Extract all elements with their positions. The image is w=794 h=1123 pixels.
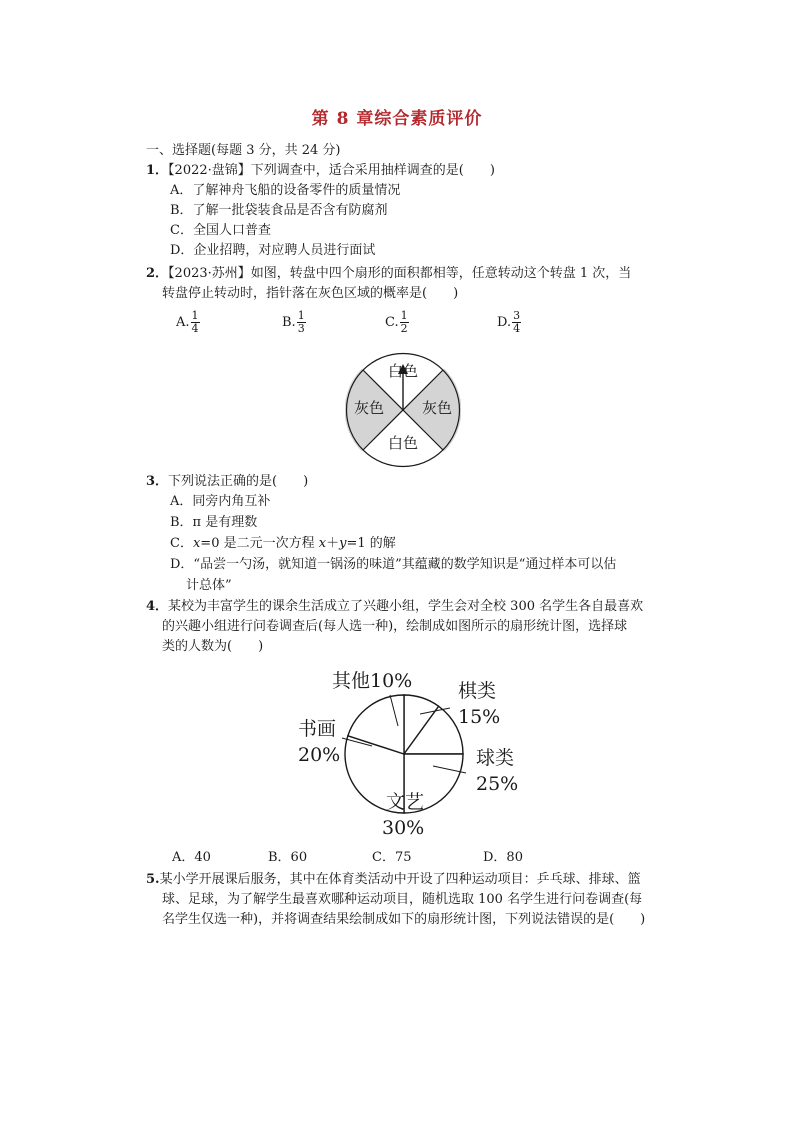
question-number: 1． bbox=[146, 163, 169, 178]
q3-option-a: A．同旁内角互补 bbox=[170, 494, 271, 509]
plus-sign: ＋ bbox=[326, 536, 340, 551]
q4-option-a: A．40 bbox=[172, 850, 211, 865]
pie-label-chess-pct: 15% bbox=[458, 706, 501, 728]
question-number: 3． bbox=[146, 474, 169, 489]
question-3 bbox=[146, 472, 308, 491]
fraction bbox=[191, 310, 200, 335]
question-stem-cont: 名学生仅选一种)，并将调查结果绘制成如下的扇形统计图，下列说法错误的是( ) bbox=[162, 912, 646, 927]
pie-label-calligraphy-pct: 20% bbox=[298, 744, 341, 766]
option-text: =1 的解 bbox=[346, 536, 396, 551]
q2-option-c bbox=[385, 310, 409, 335]
q3-option-c bbox=[170, 534, 396, 553]
option-label: B. bbox=[282, 315, 296, 330]
pie-label-art-pct: 30% bbox=[382, 817, 425, 839]
pie-label-ball-pct: 25% bbox=[476, 773, 519, 795]
question-stem: 【2022·盘锦】下列调查中，适合采用抽样调查的是( ) bbox=[168, 163, 495, 178]
q1-option-c: C．全国人口普查 bbox=[170, 223, 271, 238]
question-stem: 下列说法正确的是( ) bbox=[168, 474, 309, 489]
denominator: 4 bbox=[513, 322, 521, 335]
question-stem: 某校为丰富学生的课余生活成立了兴趣小组，学生会对全校 300 名学生各自最喜欢 bbox=[168, 599, 644, 614]
variable-x: x bbox=[318, 536, 327, 551]
option-label: D. bbox=[497, 315, 512, 330]
question-1 bbox=[146, 161, 495, 180]
q1-option-a: A．了解神舟飞船的设备零件的质量情况 bbox=[170, 183, 401, 198]
pie-chart bbox=[290, 660, 540, 845]
page-title: 第 8 章综合素质评价 bbox=[311, 109, 483, 129]
fraction bbox=[400, 310, 409, 335]
q4-option-b: B．60 bbox=[268, 850, 308, 865]
pie-label-art: 文艺 bbox=[386, 791, 425, 813]
numerator: 3 bbox=[513, 309, 521, 322]
spinner-figure bbox=[345, 352, 461, 468]
q2-option-b bbox=[282, 310, 306, 335]
section-heading: 一、选择题(每题 3 分，共 24 分) bbox=[146, 143, 341, 158]
question-stem-cont: 转盘停止转动时，指针落在灰色区域的概率是( ) bbox=[162, 286, 459, 301]
option-label: C． bbox=[170, 536, 193, 551]
variable-x: x bbox=[192, 536, 201, 551]
q2-option-d bbox=[497, 310, 521, 335]
variable-y: y bbox=[339, 536, 347, 551]
spinner-label-bottom: 白色 bbox=[387, 434, 419, 452]
question-4 bbox=[146, 597, 643, 616]
spinner-label-left: 灰色 bbox=[353, 399, 385, 417]
denominator: 4 bbox=[191, 322, 199, 335]
q2-option-a bbox=[176, 310, 200, 335]
question-number: 4． bbox=[146, 599, 169, 614]
fraction bbox=[512, 310, 521, 335]
spinner-label-top: 白色 bbox=[387, 362, 419, 380]
numerator: 1 bbox=[400, 309, 408, 322]
numerator: 1 bbox=[191, 309, 199, 322]
spinner-label-right: 灰色 bbox=[421, 399, 453, 417]
numerator: 1 bbox=[297, 309, 305, 322]
fraction bbox=[297, 310, 306, 335]
option-text: =0 是二元一次方程 bbox=[200, 536, 319, 551]
question-stem-cont: 球、足球，为了解学生最喜欢哪种运动项目，随机选取 100 名学生进行问卷调查(每 bbox=[162, 892, 643, 907]
q4-option-c: C．75 bbox=[372, 850, 412, 865]
question-5 bbox=[146, 870, 641, 889]
question-stem: 【2023·苏州】如图，转盘中四个扇形的面积都相等，任意转动这个转盘 1 次，当 bbox=[168, 266, 632, 281]
q1-option-d: D．企业招聘，对应聘人员进行面试 bbox=[170, 243, 376, 258]
question-number: 2． bbox=[146, 266, 169, 281]
denominator: 3 bbox=[297, 322, 305, 335]
question-number: 5. bbox=[146, 872, 160, 887]
q3-option-d-cont: 计总体” bbox=[186, 578, 232, 593]
option-label: C. bbox=[385, 315, 399, 330]
question-stem: 某小学开展课后服务，其中在体育类活动中开设了四种运动项目：乒乓球、排球、篮 bbox=[159, 872, 641, 887]
denominator: 2 bbox=[400, 322, 408, 335]
question-2 bbox=[146, 264, 631, 283]
question-stem-cont: 的兴趣小组进行问卷调查后(每人选一种)，绘制成如图所示的扇形统计图，选择球 bbox=[162, 619, 628, 634]
pie-label-ball: 球类 bbox=[476, 747, 515, 769]
option-label: A. bbox=[176, 315, 190, 330]
question-stem-cont: 类的人数为( ) bbox=[162, 639, 264, 654]
q3-option-d: D．“品尝一勺汤，就知道一锅汤的味道”其蕴藏的数学知识是“通过样本可以估 bbox=[170, 557, 617, 572]
pie-label-chess: 棋类 bbox=[458, 680, 497, 702]
q3-option-b: B．π 是有理数 bbox=[170, 515, 258, 530]
q1-option-b: B．了解一批袋装食品是否含有防腐剂 bbox=[170, 203, 388, 218]
pie-label-other: 其他10% bbox=[332, 670, 413, 692]
q4-option-d: D．80 bbox=[483, 850, 523, 865]
pie-label-calligraphy: 书画 bbox=[298, 718, 337, 740]
